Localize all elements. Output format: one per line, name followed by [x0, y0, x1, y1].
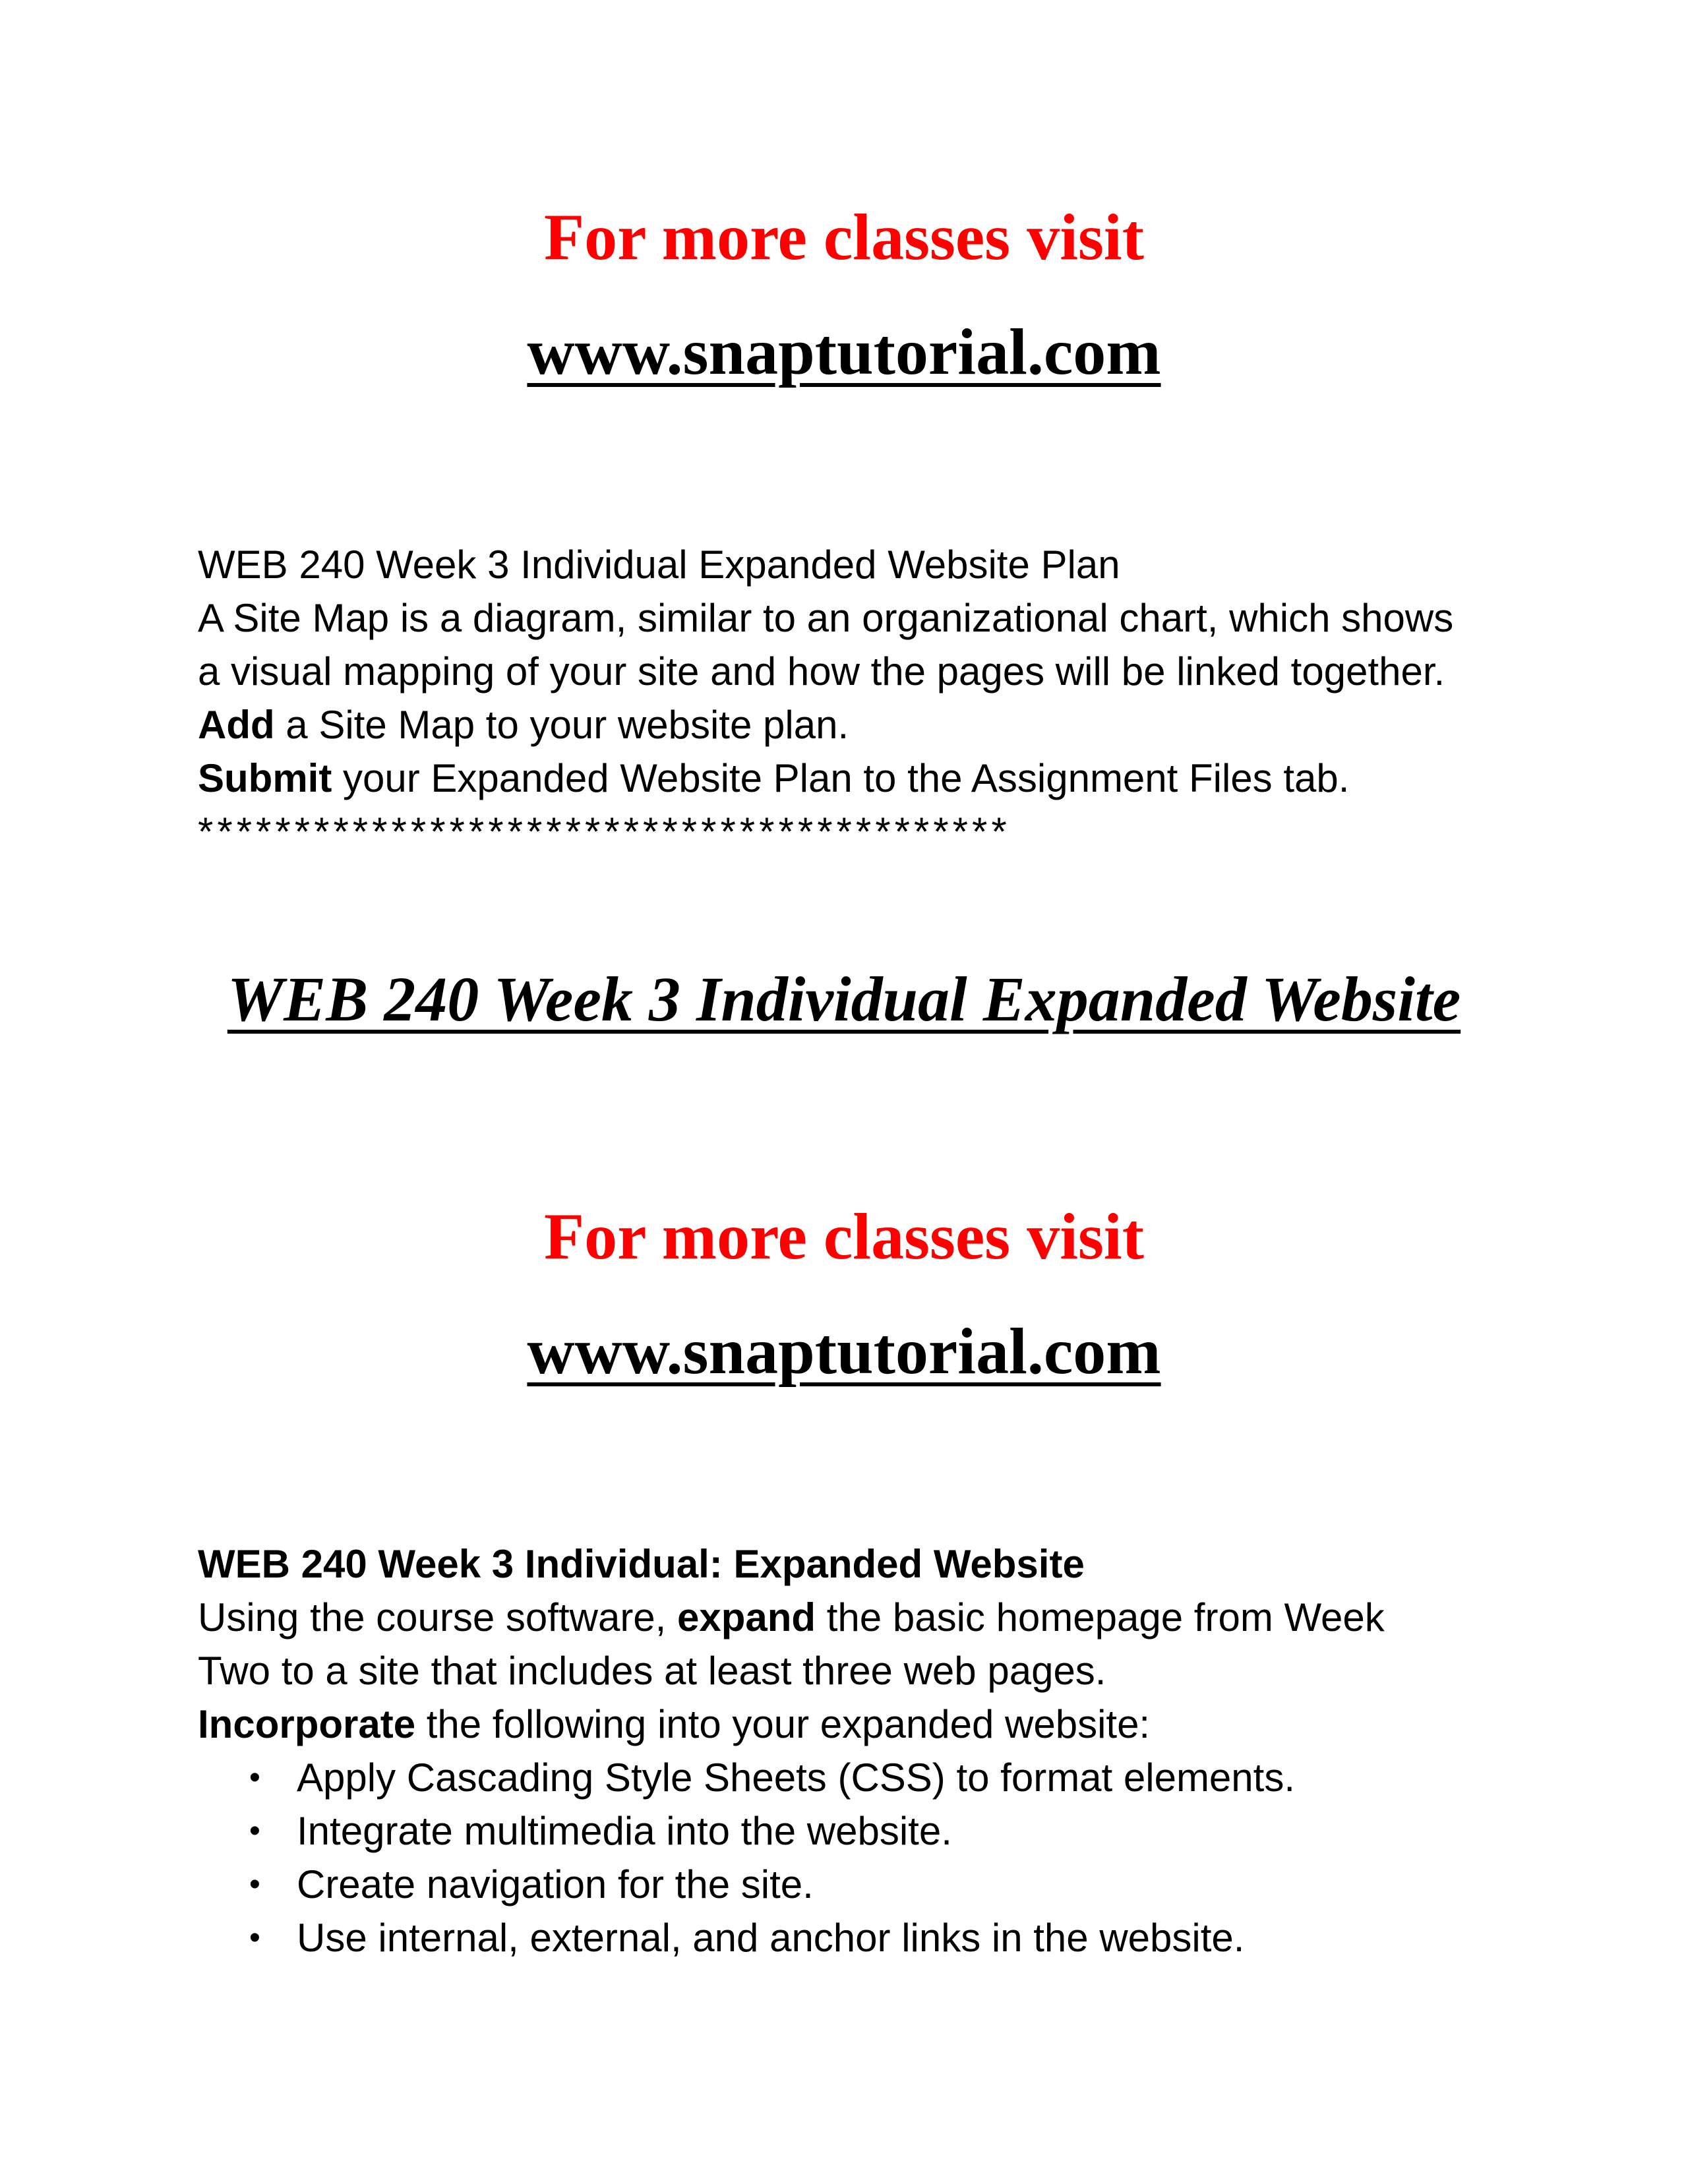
plan-line-2: a visual mapping of your site and how the pages will be linked together. [198, 649, 1445, 694]
list-item-text: Use internal, external, and anchor links in the website. [297, 1916, 1245, 1960]
expanded-block [198, 1537, 1517, 1964]
expanded-incorporate-bold: Incorporate [198, 1702, 416, 1746]
plan-add-bold: Add [198, 703, 275, 747]
plan-submit-line [198, 752, 1517, 805]
expanded-using-line [198, 1591, 1517, 1644]
plan-submit-bold: Submit [198, 756, 332, 800]
list-item [198, 1751, 1517, 1804]
bullet-icon: • [249, 1920, 260, 1955]
promo-heading-top: For more classes visit [543, 200, 1144, 274]
plan-add-rest: a Site Map to your website plan. [274, 703, 849, 747]
plan-submit-rest: your Expanded Website Plan to the Assignment Files tab. [332, 756, 1350, 800]
list-item [198, 1858, 1517, 1911]
expanded-incorporate-line [198, 1697, 1517, 1751]
requirements-list [198, 1751, 1517, 1964]
expanded-line-2: Two to a site that includes at least three web pages. [198, 1649, 1106, 1693]
expanded-using-bold: expand [677, 1595, 816, 1639]
promo-link-bottom-container [0, 1312, 1688, 1391]
bullet-icon: • [249, 1867, 260, 1902]
list-item [198, 1911, 1517, 1964]
bullet-icon: • [249, 1760, 260, 1795]
expanded-using-pre: Using the course software, [198, 1595, 678, 1639]
section-title [0, 960, 1688, 1039]
list-item-text: Integrate multimedia into the website. [297, 1809, 952, 1853]
promo-link-bottom[interactable]: www.snaptutorial.com [527, 1314, 1161, 1388]
promo-heading-bottom: For more classes visit [543, 1200, 1144, 1273]
promo-link-top[interactable]: www.snaptutorial.com [527, 315, 1161, 388]
list-item-text: Create navigation for the site. [297, 1862, 814, 1906]
plan-add-line [198, 698, 1517, 752]
expanded-using-post: the basic homepage from Week [816, 1595, 1385, 1639]
plan-separator: ****************************************** [198, 810, 1011, 854]
plan-block [198, 538, 1517, 858]
expanded-title-text: WEB 240 Week 3 Individual: Expanded Website [198, 1542, 1085, 1586]
bullet-icon: • [249, 1814, 260, 1848]
expanded-title [198, 1537, 1517, 1591]
expanded-incorporate-rest: the following into your expanded website: [415, 1702, 1151, 1746]
promo-link-top-container [0, 312, 1688, 392]
list-item [198, 1804, 1517, 1858]
plan-title: WEB 240 Week 3 Individual Expanded Website Plan [198, 543, 1120, 587]
list-item-text: Apply Cascading Style Sheets (CSS) to format elements. [297, 1756, 1296, 1800]
plan-line-1: A Site Map is a diagram, similar to an organizational chart, which shows [198, 596, 1454, 640]
section-title-text: WEB 240 Week 3 Individual Expanded Website [227, 964, 1461, 1034]
